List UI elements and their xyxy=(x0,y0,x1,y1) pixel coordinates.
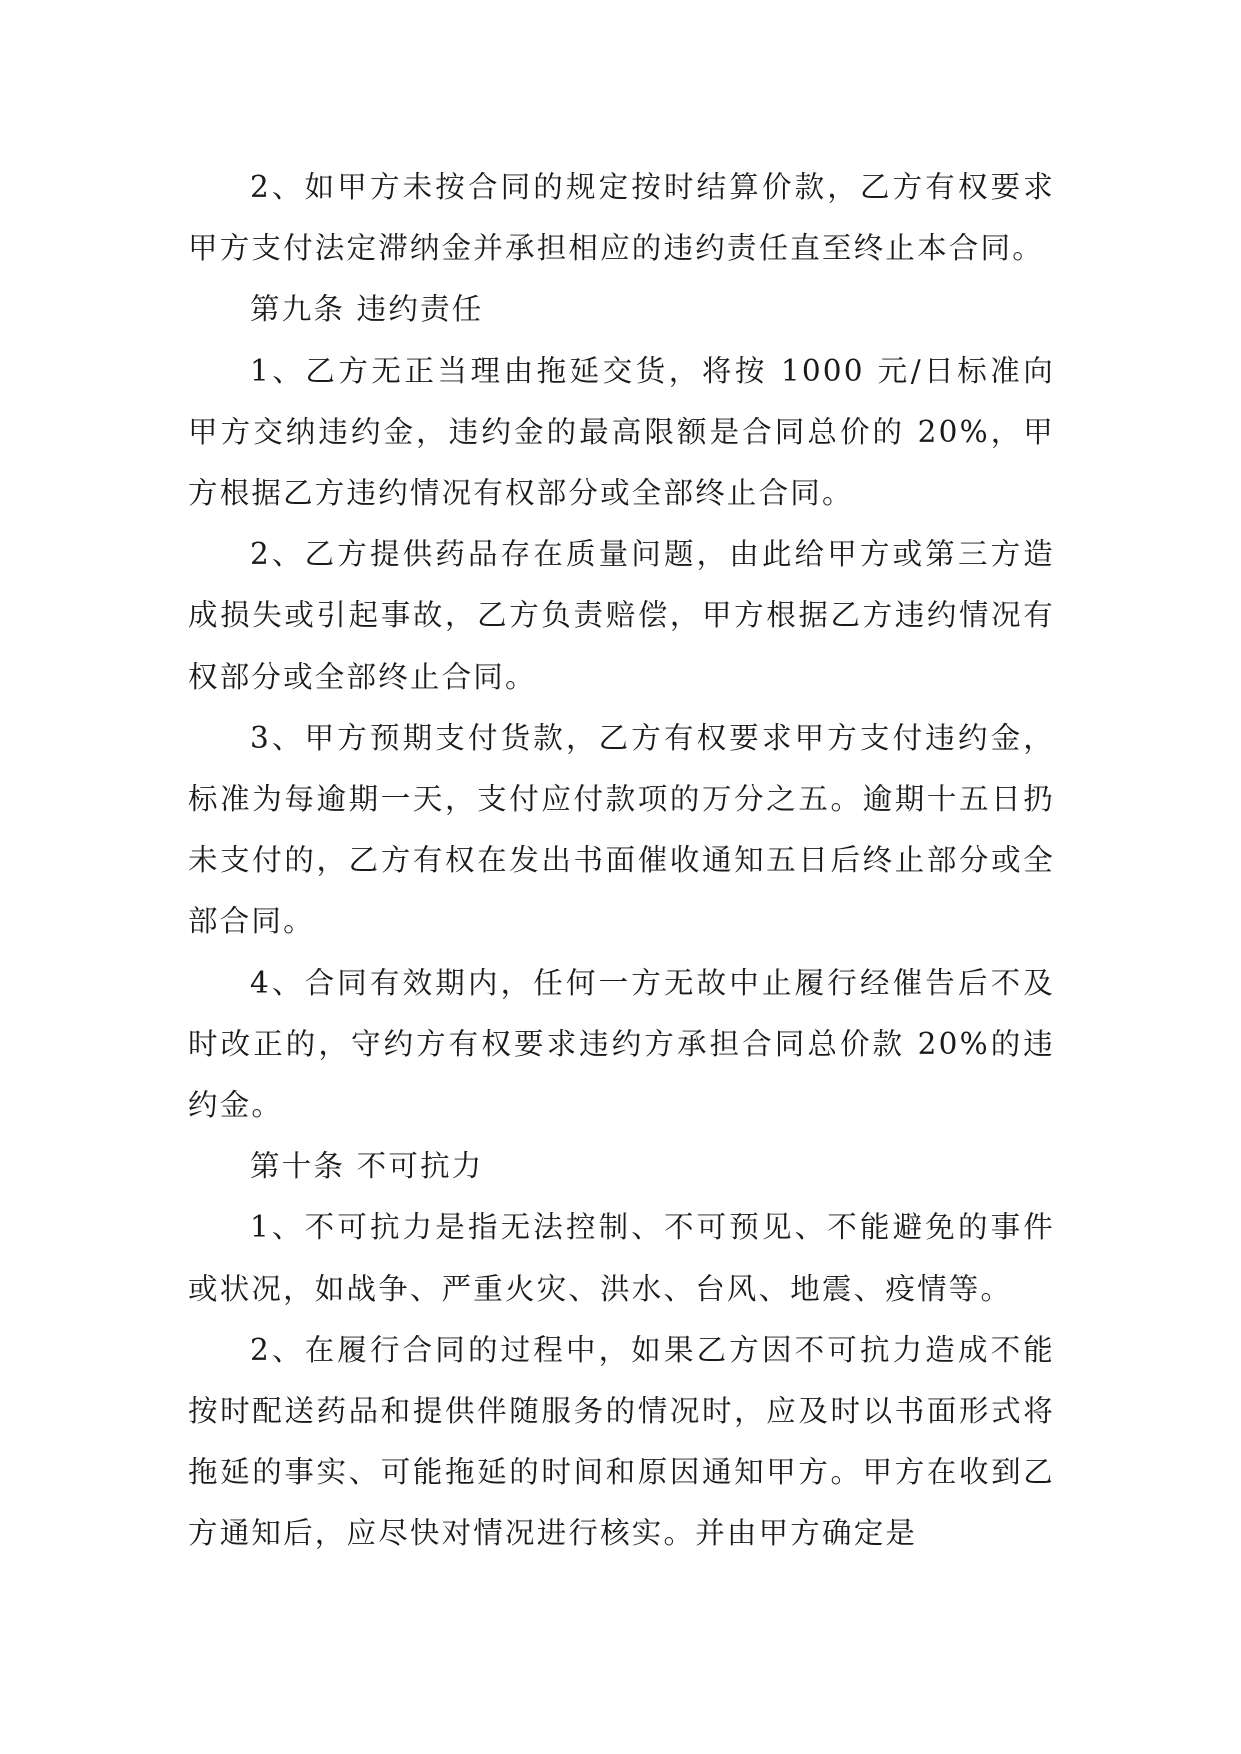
article-9-heading: 第九条 违约责任 xyxy=(250,292,484,327)
clause-10-item-2: 2、在履行合同的过程中，如果乙方因不可抗力造成不能按时配送药品和提供伴随服务的情况时，应及时以书面形式将拖延的事实、可能拖延的时间和原因通知甲方。甲方在收到乙方通知后，应尽快对情况进行核实。并由甲方确定是 xyxy=(188,1332,1055,1551)
article-10-heading: 第十条 不可抗力 xyxy=(250,1149,484,1184)
clause-9-item-4: 4、合同有效期内，任何一方无故中止履行经催告后不及时改正的，守约方有权要求违约方承担合同总价款 20%的违约金。 xyxy=(188,965,1055,1123)
clause-9-item-3: 3、甲方预期支付货款，乙方有权要求甲方支付违约金，标准为每逾期一天，支付应付款项的万分之五。逾期十五日扔未支付的，乙方有权在发出书面催收通知五日后终止部分或全部合同。 xyxy=(188,720,1055,939)
clause-10-item-1: 1、不可抗力是指无法控制、不可预见、不能避免的事件或状况，如战争、严重火灾、洪水、台风、地震、疫情等。 xyxy=(188,1210,1055,1306)
document-body xyxy=(188,157,1055,1565)
clause-9-item-2: 2、乙方提供药品存在质量问题，由此给甲方或第三方造成损失或引起事故，乙方负责赔偿，甲方根据乙方违约情况有权部分或全部终止合同。 xyxy=(188,537,1055,694)
clause-9-item-1: 1、乙方无正当理由拖延交货，将按 1000 元/日标准向甲方交纳违约金，违约金的最高限额是合同总价的 20%，甲方根据乙方违约情况有权部分或全部终止合同。 xyxy=(188,353,1055,511)
clause-8-item-2: 2、如甲方未按合同的规定按时结算价款，乙方有权要求甲方支付法定滞纳金并承担相应的违约责任直至终止本合同。 xyxy=(188,170,1055,266)
